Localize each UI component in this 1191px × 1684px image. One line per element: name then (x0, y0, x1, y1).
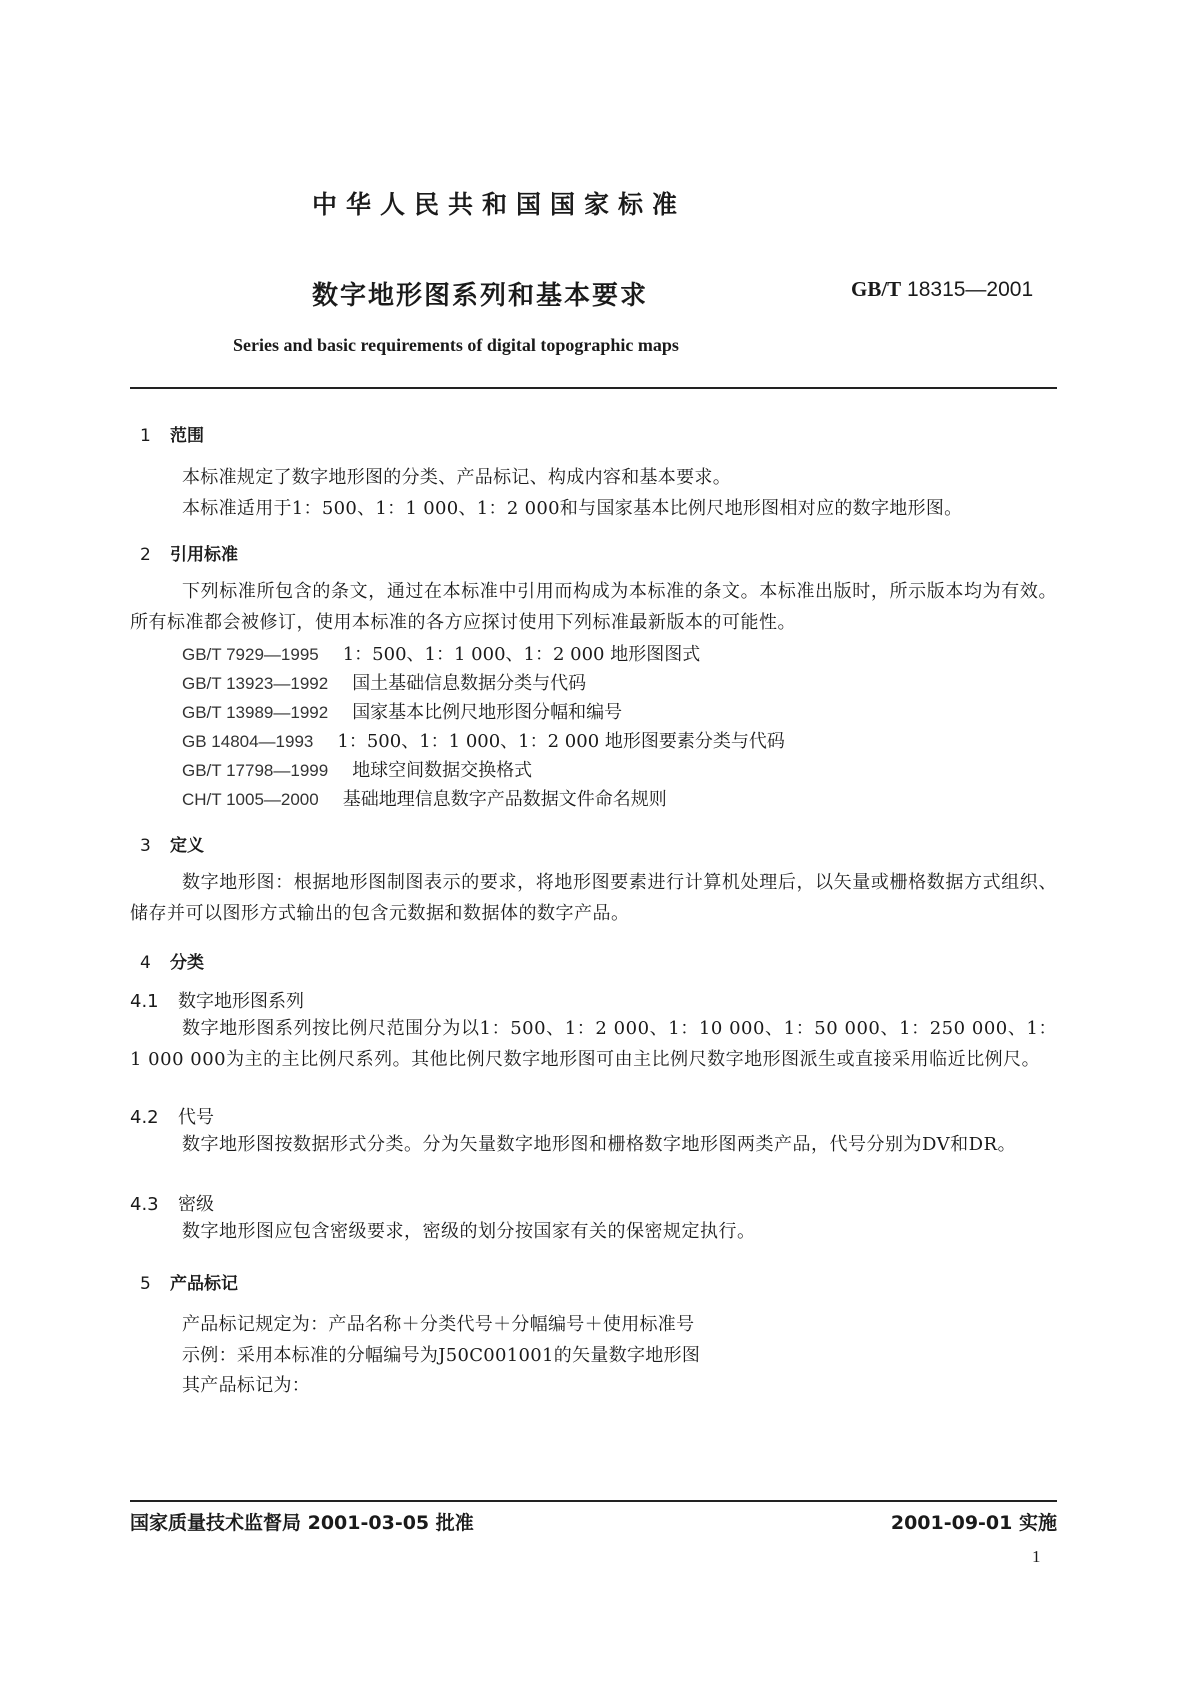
reference-code: GB/T 7929—1995 (182, 645, 319, 664)
approval-info: 国家质量技术监督局 2001-03-05 批准 (130, 1512, 474, 1534)
page-number: 1 (1032, 1547, 1041, 1566)
section-number: 1 (140, 426, 151, 446)
reference-item (182, 698, 622, 724)
section-title: 分类 (170, 953, 204, 973)
reference-code: CH/T 1005—2000 (182, 790, 319, 809)
subsection-4-2-heading (130, 1103, 214, 1129)
subsection-4-1-heading (130, 987, 304, 1013)
section-5-line-1: 产品标记规定为：产品名称＋分类代号＋分幅编号＋使用标准号 (182, 1314, 695, 1335)
reference-title: 1：500、1：1 000、1：2 000 地形图图式 (342, 644, 701, 665)
section-5-heading (140, 1269, 238, 1294)
standard-code (851, 277, 1033, 302)
section-title: 范围 (170, 426, 204, 446)
section-number: 5 (140, 1274, 151, 1294)
reference-code: GB/T 17798—1999 (182, 761, 329, 780)
subsection-4-2-paragraph: 数字地形图按数据形式分类。分为矢量数字地形图和栅格数字地形图两类产品，代号分别为DV和DR。 (182, 1134, 1017, 1155)
reference-item (182, 756, 532, 782)
section-3-paragraph: 数字地形图：根据地形图制图表示的要求，将地形图要素进行计算机处理后，以矢量或栅格数据方式组织、储存并可以图形方式输出的包含元数据和数据体的数字产品。 (130, 872, 1057, 924)
document-title-en: Series and basic requirements of digital topographic maps (233, 335, 679, 355)
reference-item (182, 640, 700, 666)
reference-title: 国土基础信息数据分类与代码 (352, 673, 587, 694)
standard-type-heading: 中华人民共和国国家标准 (312, 190, 687, 219)
reference-code: GB/T 13989—1992 (182, 703, 329, 722)
code-number: 18315—2001 (907, 278, 1034, 301)
reference-title: 国家基本比例尺地形图分幅和编号 (352, 702, 623, 723)
reference-code: GB 14804—1993 (182, 732, 314, 751)
section-5-line-2: 示例：采用本标准的分幅编号为J50C001001的矢量数字地形图 (182, 1345, 701, 1366)
section-3-heading (140, 831, 204, 856)
subsection-4-3-paragraph: 数字地形图应包含密级要求，密级的划分按国家有关的保密规定执行。 (182, 1221, 756, 1242)
section-1-heading (140, 421, 204, 446)
subsection-number: 4.2 (130, 1107, 159, 1128)
section-2-heading (140, 540, 238, 565)
reference-title: 1：500、1：1 000、1：2 000 地形图要素分类与代码 (337, 731, 785, 752)
reference-item (182, 669, 586, 695)
subsection-title: 数字地形图系列 (178, 991, 304, 1012)
section-1-paragraph-1: 本标准规定了数字地形图的分类、产品标记、构成内容和基本要求。 (182, 467, 731, 488)
reference-item (182, 785, 667, 811)
subsection-4-1-paragraph: 数字地形图系列按比例尺范围分为以1：500、1：2 000、1：10 000、1：50 000、1：250 000、1：1 000 000为主的主比例尺系列。其他比例尺数字地形图可由主比例尺数字地形图派生或直接采用临近比例尺。 (130, 1018, 1057, 1070)
reference-code: GB/T 13923—1992 (182, 674, 329, 693)
section-number: 3 (140, 836, 151, 856)
document-title-cn: 数字地形图系列和基本要求 (312, 281, 649, 311)
subsection-title: 代号 (178, 1107, 214, 1128)
section-number: 4 (140, 953, 151, 973)
section-2-paragraph: 下列标准所包含的条文，通过在本标准中引用而构成为本标准的条文。本标准出版时，所示版本均为有效。所有标准都会被修订，使用本标准的各方应探讨使用下列标准最新版本的可能性。 (130, 581, 1057, 633)
section-title: 产品标记 (170, 1274, 238, 1294)
section-4-heading (140, 948, 204, 973)
section-title: 引用标准 (170, 545, 238, 565)
code-prefix: GB/T (851, 277, 902, 301)
reference-title: 基础地理信息数字产品数据文件命名规则 (342, 789, 667, 810)
subsection-title: 密级 (178, 1194, 214, 1215)
section-1-paragraph-2: 本标准适用于1：500、1：1 000、1：2 000和与国家基本比例尺地形图相对应的数字地形图。 (182, 498, 963, 519)
section-title: 定义 (170, 836, 204, 856)
subsection-number: 4.3 (130, 1194, 159, 1215)
effective-date: 2001-09-01 实施 (890, 1512, 1057, 1534)
subsection-4-3-heading (130, 1190, 214, 1216)
section-number: 2 (140, 545, 151, 565)
reference-item (182, 727, 785, 753)
subsection-number: 4.1 (130, 991, 159, 1012)
reference-title: 地球空间数据交换格式 (352, 760, 533, 781)
footer-divider (130, 1500, 1057, 1502)
section-5-line-3: 其产品标记为： (182, 1375, 311, 1396)
header-divider (130, 387, 1057, 389)
